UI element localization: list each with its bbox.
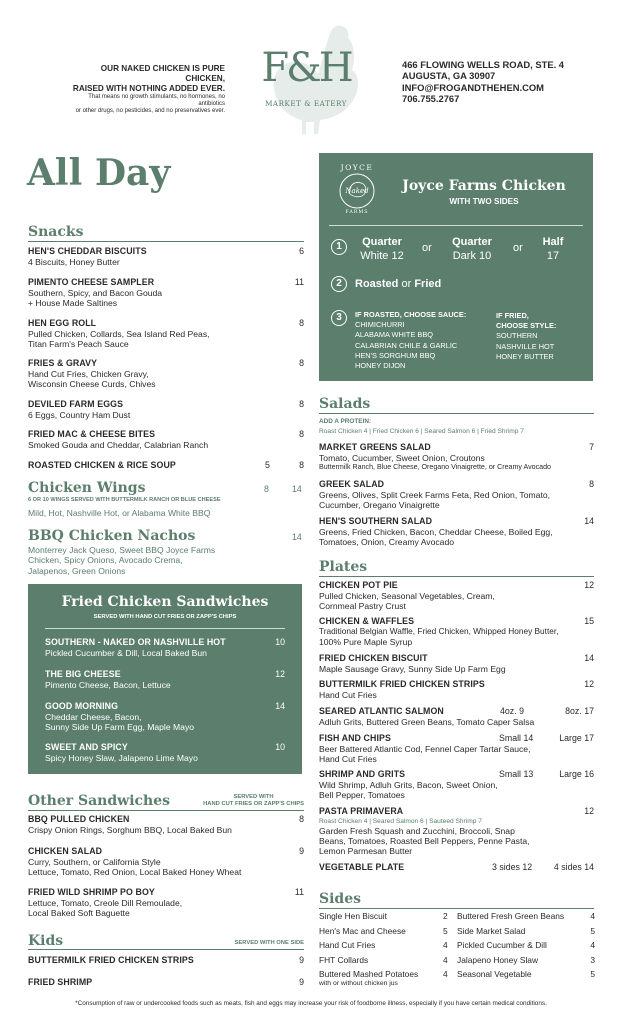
item-desc: 6 Eggs, Country Ham Dust xyxy=(28,409,131,420)
item-desc: Greens, Fried Chicken, Bacon, Cheddar Cheese, Boiled Egg, xyxy=(319,526,553,537)
or-label: or xyxy=(401,278,412,290)
nachos-heading: BBQ Chicken Nachos xyxy=(28,528,196,544)
item-name: FRIES & GRAVY xyxy=(28,358,98,368)
option-price: Dark 10 xyxy=(452,250,492,262)
item-desc: Tomatoes, Onion, Creamy Avocado xyxy=(319,536,455,547)
item-desc: Wild Shrimp, Adluh Grits, Bacon, Sweet Onion, xyxy=(319,779,498,790)
item-desc: Beans, Tomatoes, Roasted Bell Peppers, Penne Pasta, xyxy=(319,835,530,846)
item-price: 9 xyxy=(299,977,304,987)
item-price: 7 xyxy=(589,442,594,452)
item-desc: Sunny Side Up Farm Egg, Maple Mayo xyxy=(45,721,195,732)
item-name: CHICKEN & WAFFLES xyxy=(319,616,415,626)
joyce-farms-box xyxy=(319,153,593,381)
menu-item xyxy=(319,706,594,727)
item-desc: Spicy Honey Slaw, Jalapeno Lime Mayo xyxy=(45,752,198,763)
tagline xyxy=(60,64,225,115)
item-desc: Adluh Grits, Buttered Green Beans, Tomato Caper Salsa xyxy=(319,716,535,727)
item-price: 14 xyxy=(584,516,594,526)
sandwich-item xyxy=(45,669,285,690)
item-desc: Maple Sausage Gravy, Sunny Side Up Farm Egg xyxy=(319,663,506,674)
item-price: 14 xyxy=(584,653,594,663)
item-desc: Lettuce, Tomato, Creole Dill Remoulade, xyxy=(28,897,183,908)
item-name: FRIED CHICKEN BISCUIT xyxy=(319,653,428,663)
item-name: HEN EGG ROLL xyxy=(28,318,97,328)
item-name: SWEET AND SPICY xyxy=(45,742,128,752)
menu-item xyxy=(319,580,594,611)
item-price-large: 4 sides 14 xyxy=(553,862,594,872)
item-price: 8 xyxy=(299,318,304,328)
sides-table xyxy=(319,911,595,984)
menu-item xyxy=(319,616,594,647)
item-desc: 4 Biscuits, Honey Butter xyxy=(28,256,120,267)
menu-item xyxy=(319,806,594,856)
style-option[interactable]: HONEY BUTTER xyxy=(496,351,554,361)
item-price: 12 xyxy=(584,580,594,590)
sides-row xyxy=(319,940,595,955)
item-price-large: Large 17 xyxy=(559,733,594,743)
menu-item xyxy=(28,358,304,389)
option-label: Quarter xyxy=(362,236,402,248)
or-label: or xyxy=(513,242,523,254)
nachos-desc xyxy=(28,545,215,576)
address-line1: 466 FLOWING WELLS ROAD, STE. 4 xyxy=(402,59,564,70)
side-name: Pickled Cucumber & Dill xyxy=(457,940,547,951)
item-desc: Southern, Spicy, and Bacon Gouda xyxy=(28,287,163,298)
item-name: PIMENTO CHEESE SAMPLER xyxy=(28,277,155,287)
item-desc: Garden Fresh Squash and Zucchini, Broccoli, Snap xyxy=(319,825,515,836)
sauce-option[interactable]: CHIMICHURRI xyxy=(355,320,405,330)
item-desc: Hand Cut Fries, Chicken Gravy, xyxy=(28,368,149,379)
sides-heading: Sides xyxy=(319,891,594,909)
item-name: FISH AND CHIPS xyxy=(319,733,391,743)
item-desc: Lemon Parmesan Butter xyxy=(319,846,413,857)
logo-subtitle: MARKET & EATERY xyxy=(265,99,347,108)
option-price: White 12 xyxy=(360,250,404,262)
menu-item xyxy=(28,977,304,988)
item-price: 12 xyxy=(275,669,285,679)
option-label: Half xyxy=(542,236,564,248)
item-desc: Chicken, Spicy Onions, Avocado Crema, xyxy=(28,555,183,566)
menu-item xyxy=(319,653,594,674)
menu-item xyxy=(319,769,594,800)
side-price: 5 xyxy=(443,925,448,936)
item-desc: Curry, Southern, or California Style xyxy=(28,856,161,867)
item-desc: Pickled Cucumber & Dill, Local Baked Bun xyxy=(45,647,207,658)
item-price-small: 4oz. 9 xyxy=(500,706,524,716)
wings-desc: Mild, Hot, Nashville Hot, or Alabama White BBQ xyxy=(28,508,211,518)
other-sandwiches-subtitle xyxy=(203,794,304,808)
item-price-small: 3 sides 12 xyxy=(492,862,533,872)
wings-price-6: 8 xyxy=(264,484,269,494)
menu-item xyxy=(28,460,304,471)
item-price: 8 xyxy=(299,814,304,824)
plates-heading: Plates xyxy=(319,559,594,577)
item-desc: Pulled Chicken, Collards, Sea Island Red Peas, xyxy=(28,328,210,339)
item-desc: Greens, Olives, Split Creek Farms Feta, Red Onion, Tomato, xyxy=(319,489,551,500)
kids-heading: Kids xyxy=(28,933,64,949)
item-price: 8 xyxy=(299,358,304,368)
side-price: 4 xyxy=(443,969,448,980)
item-desc: Smoked Gouda and Cheddar, Calabrian Ranch xyxy=(28,439,209,450)
item-name: SEARED ATLANTIC SALMON xyxy=(319,706,444,716)
item-desc: Monterrey Jack Queso, Sweet BBQ Joyce Farms xyxy=(28,545,216,555)
joyce-logo xyxy=(331,163,383,215)
side-price: 2 xyxy=(443,911,448,921)
style-option[interactable]: NASHVILLE HOT xyxy=(496,341,555,351)
menu-item xyxy=(28,277,304,308)
menu-item xyxy=(319,479,594,510)
item-name: BUTTERMILK FRIED CHICKEN STRIPS xyxy=(319,679,485,689)
item-addons: Roast Chicken 4 | Seared Salmon 6 | Sauteed Shrimp 7 xyxy=(319,817,482,825)
style-title: IF FRIED, xyxy=(496,311,529,320)
item-price: 12 xyxy=(584,806,594,816)
item-desc: Jalapenos, Green Onions xyxy=(28,565,126,576)
item-name: FRIED SHRIMP xyxy=(28,977,93,987)
sandwich-item xyxy=(45,637,285,658)
sauce-option[interactable]: CALABRIAN CHILE & GARLIC xyxy=(355,340,458,350)
joyce-heading: Joyce Farms Chicken xyxy=(402,178,566,194)
item-price: 11 xyxy=(294,887,304,897)
item-price: 12 xyxy=(584,679,594,689)
item-price: 11 xyxy=(294,277,304,287)
menu-item xyxy=(28,846,304,877)
item-price: 8 xyxy=(299,429,304,439)
item-name: CHICKEN SALAD xyxy=(28,846,103,856)
page-title: All Day xyxy=(27,152,171,194)
item-price-small: Small 14 xyxy=(499,733,534,743)
item-price: 8 xyxy=(299,399,304,409)
item-price-large: 8 xyxy=(299,460,304,470)
logo xyxy=(258,22,368,137)
item-name: FRIED MAC & CHEESE BITES xyxy=(28,429,156,439)
item-desc: Buttermilk Ranch, Blue Cheese, Oregano Vinaigrette, or Creamy Avocado xyxy=(319,462,551,471)
item-name: PASTA PRIMAVERA xyxy=(319,806,404,816)
item-desc: Local Baked Soft Baguette xyxy=(28,907,130,918)
item-name: CHICKEN POT PIE xyxy=(319,580,398,590)
joyce-logo-mid: Naked xyxy=(345,187,369,195)
side-name: Side Market Salad xyxy=(457,925,526,936)
address-block xyxy=(402,59,564,104)
wings-heading: Chicken Wings xyxy=(28,480,146,496)
menu-item xyxy=(28,814,304,835)
subtitle-line: SERVED WITH xyxy=(233,794,274,800)
logo-mark: F&H xyxy=(261,45,351,91)
item-name: GREEK SALAD xyxy=(319,479,385,489)
email-link[interactable]: INFO@FROGANDTHEHEN.COM xyxy=(402,81,544,93)
menu-item xyxy=(319,516,594,547)
snacks-heading: Snacks xyxy=(28,224,304,242)
item-desc: Wisconsin Cheese Curds, Chives xyxy=(28,378,156,389)
sauce-list xyxy=(355,310,466,371)
item-price-small: Small 13 xyxy=(499,769,534,779)
cook-style-row xyxy=(355,278,441,291)
option-label: Quarter xyxy=(452,236,492,248)
item-desc: Pulled Chicken, Seasonal Vegetables, Cream, xyxy=(319,590,495,601)
side-name: Buttered Mashed Potatoes xyxy=(319,969,419,980)
item-price: 9 xyxy=(299,955,304,965)
menu-item xyxy=(319,733,594,764)
divider xyxy=(45,628,285,629)
option-quarter-white[interactable] xyxy=(355,235,409,263)
item-price-small: 5 xyxy=(265,460,270,470)
sandwich-item xyxy=(45,742,285,763)
item-desc: 100% Pure Maple Syrup xyxy=(319,636,413,647)
sides-row xyxy=(319,926,595,941)
option-roasted[interactable]: Roasted xyxy=(355,278,399,290)
item-desc: Crispy Onion Rings, Sorghum BBQ, Local Baked Bun xyxy=(28,824,232,835)
side-name: Seasonal Vegetable xyxy=(457,969,532,980)
item-name: VEGETABLE PLATE xyxy=(319,862,405,872)
item-desc: Hand Cut Fries xyxy=(319,753,377,764)
side-price: 5 xyxy=(590,925,595,936)
sides-row xyxy=(319,911,595,926)
joyce-logo-bottom: FARMS xyxy=(345,210,369,215)
item-desc: Cheddar Cheese, Bacon, xyxy=(45,711,142,722)
item-name: SHRIMP AND GRITS xyxy=(319,769,406,779)
side-price: 5 xyxy=(590,969,595,980)
style-list xyxy=(496,311,556,362)
side-name: Buttered Fresh Green Beans xyxy=(457,911,565,921)
option-price: 17 xyxy=(546,250,560,262)
item-name: FRIED WILD SHRIMP PO BOY xyxy=(28,887,155,897)
menu-item xyxy=(28,399,304,420)
item-desc: Tomato, Cucumber, Sweet Onion, Croutons xyxy=(319,452,485,463)
item-name: BUTTERMILK FRIED CHICKEN STRIPS xyxy=(28,955,194,965)
step-1-badge: 1 xyxy=(331,239,347,255)
footer-disclaimer: *Consumption of raw or undercooked foods such as meats, fish and eggs may increase your risk of foodborne illness, especially if you have certain medical conditions. xyxy=(75,1000,547,1007)
item-desc: Titan Farm's Peach Sauce xyxy=(28,338,129,349)
sides-note: with or without chicken jus xyxy=(319,980,398,987)
other-sandwiches-heading: Other Sandwiches xyxy=(28,793,171,809)
menu-item xyxy=(28,246,304,267)
item-price: 14 xyxy=(275,701,285,711)
tagline-line1: OUR NAKED CHICKEN IS PURE CHICKEN, xyxy=(100,64,225,83)
divider xyxy=(329,225,583,226)
phone-link[interactable]: 706.755.2767 xyxy=(402,92,460,104)
wings-price-10: 14 xyxy=(292,484,302,494)
menu-item xyxy=(319,862,594,873)
item-name: GOOD MORNING xyxy=(45,701,119,711)
or-label: or xyxy=(422,242,432,254)
other-heading-row xyxy=(28,793,304,811)
joyce-logo-top: JOYCE xyxy=(340,163,374,172)
item-name: HEN'S SOUTHERN SALAD xyxy=(319,516,433,526)
side-name: FHT Collards xyxy=(319,954,369,965)
item-desc: Beer Battered Atlantic Cod, Fennel Caper Tartar Sauce, xyxy=(319,743,531,754)
item-name: DEVILED FARM EGGS xyxy=(28,399,124,409)
style-option[interactable]: SOUTHERN xyxy=(496,331,538,341)
salads-heading: Salads xyxy=(319,396,594,414)
option-fried[interactable]: Fried xyxy=(414,278,442,290)
item-desc: + House Made Saltines xyxy=(28,297,118,308)
sides-row xyxy=(319,955,595,970)
item-name: HEN'S CHEDDAR BISCUITS xyxy=(28,246,147,256)
item-desc: Bell Pepper, Tomatoes xyxy=(319,789,405,800)
item-desc: Cornmeal Pastry Crust xyxy=(319,600,406,611)
side-price: 3 xyxy=(590,954,595,965)
menu-item xyxy=(319,442,594,471)
side-name: Hen's Mac and Cheese xyxy=(319,925,406,936)
item-price-large: Large 16 xyxy=(559,769,594,779)
item-name: THE BIG CHEESE xyxy=(45,669,121,679)
side-price: 4 xyxy=(590,911,595,921)
side-name: Jalapeno Honey Slaw xyxy=(457,954,539,965)
protein-label: ADD A PROTEIN: xyxy=(319,418,372,425)
nachos-price: 14 xyxy=(292,532,302,542)
item-desc: Lettuce, Tomato, Red Onion, Local Baked Honey Wheat xyxy=(28,866,242,877)
item-name: BBQ PULLED CHICKEN xyxy=(28,814,130,824)
item-price: 10 xyxy=(275,637,285,647)
item-price: 8 xyxy=(589,479,594,489)
item-name: ROASTED CHICKEN & RICE SOUP xyxy=(28,460,176,470)
item-price: 6 xyxy=(299,246,304,256)
sandwiches-box xyxy=(28,584,302,774)
side-name: Hand Cut Fries xyxy=(319,940,376,951)
sauce-title: IF ROASTED, CHOOSE SAUCE: xyxy=(355,310,467,319)
menu-item xyxy=(28,955,304,966)
sauce-option[interactable]: HONEY DIJON xyxy=(355,361,406,371)
sandwich-item xyxy=(45,701,285,732)
style-title: CHOOSE STYLE: xyxy=(496,321,557,331)
side-price: 4 xyxy=(443,940,448,951)
item-desc: Traditional Belgian Waffle, Fried Chicken, Whipped Honey Butter, xyxy=(319,625,559,636)
tagline-small2: or other drugs, no pesticides, and no preservatives ever. xyxy=(75,107,225,114)
tagline-small1: That means no growth stimulants, no hormones, no antibiotics xyxy=(88,93,225,107)
item-price: 15 xyxy=(584,616,594,626)
item-name: MARKET GREENS SALAD xyxy=(319,442,431,452)
item-desc: Hand Cut Fries xyxy=(319,689,377,700)
menu-item xyxy=(28,887,304,918)
joyce-subtitle: WITH TWO SIDES xyxy=(449,197,519,206)
sauce-option[interactable]: HEN'S SORGHUM BBQ xyxy=(355,350,436,360)
kids-subtitle: SERVED WITH ONE SIDE xyxy=(234,940,304,946)
menu-item xyxy=(28,429,304,450)
item-desc: Cucumber, Oregano Vinaigrette xyxy=(319,499,440,510)
side-price: 4 xyxy=(590,940,595,951)
side-name: Single Hen Biscuit xyxy=(319,911,387,921)
item-desc: Pimento Cheese, Bacon, Lettuce xyxy=(45,679,171,690)
address-line2: AUGUSTA, GA 30907 xyxy=(402,70,496,82)
sauce-option[interactable]: ALABAMA WHITE BBQ xyxy=(355,330,434,340)
sandwiches-subtitle: SERVED WITH HAND CUT FRIES OR ZAPP'S CHIPS xyxy=(93,614,237,620)
item-price: 9 xyxy=(299,846,304,856)
option-half[interactable] xyxy=(533,235,573,263)
wings-note: 6 OR 10 WINGS SERVED WITH BUTTERMILK RANCH OR BLUE CHEESE xyxy=(28,497,221,503)
step-2-badge: 2 xyxy=(331,276,347,292)
sandwiches-heading: Fried Chicken Sandwiches xyxy=(61,594,269,610)
tagline-line2: RAISED WITH NOTHING ADDED EVER. xyxy=(72,83,225,93)
option-quarter-dark[interactable] xyxy=(445,235,499,263)
subtitle-line: HAND CUT FRIES OR ZAPP'S CHIPS xyxy=(203,801,304,807)
item-price-large: 8oz. 17 xyxy=(565,706,594,716)
kids-heading-row xyxy=(28,933,304,950)
menu-item xyxy=(28,318,304,349)
menu-item xyxy=(319,679,594,700)
side-price: 4 xyxy=(443,954,448,965)
item-price: 10 xyxy=(275,742,285,752)
step-3-badge: 3 xyxy=(331,310,347,326)
protein-options: Roast Chicken 4 | Fried Chicken 6 | Seared Salmon 6 | Fried Shrimp 7 xyxy=(319,428,524,435)
item-name: SOUTHERN - NAKED OR NASHVILLE HOT xyxy=(45,637,226,647)
